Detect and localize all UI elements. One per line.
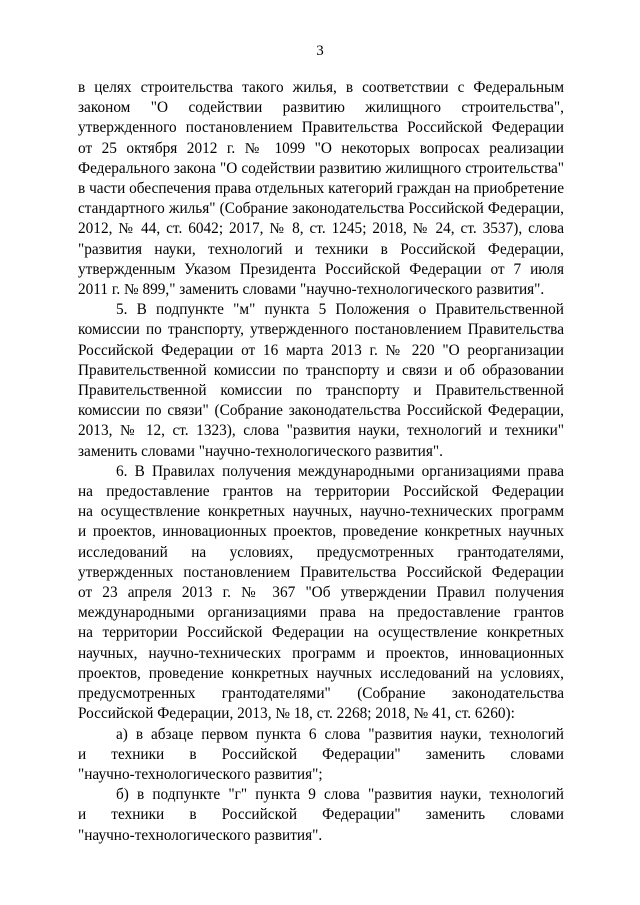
page-number: 3 bbox=[316, 43, 324, 59]
text-line: от 25 октября 2012 г. № 1099 "О некоторых вопросах реализации bbox=[78, 139, 564, 157]
text-line: на территории Российской Федерации на осуществление конкретных bbox=[78, 624, 564, 642]
text-line: Российской Федерации, 2013, № 18, ст. 2268; 2018, № 41, ст. 6260): bbox=[78, 705, 515, 723]
text-line: утвержденного постановлением Правительства Российской Федерации bbox=[78, 119, 564, 137]
text-line: утвержденных постановлением Правительства Российской Федерации bbox=[78, 563, 564, 581]
text-line: 2013, № 12, ст. 1323), слова "развития науки, технологий и техники" bbox=[78, 422, 564, 440]
text-line: законом "О содействии развитию жилищного строительства", bbox=[78, 99, 564, 117]
text-line: 6. В Правилах получения международными организациями права bbox=[116, 462, 564, 480]
text-line: и техники в Российской Федерации" заменить словами bbox=[78, 745, 564, 763]
text-line: 2011 г. № 899," заменить словами "научно-технологического развития". bbox=[78, 281, 545, 299]
paragraph-continuation bbox=[78, 78, 564, 300]
text-line: Правительственной комиссии по транспорту и связи и об образовании bbox=[78, 361, 564, 379]
paragraph-item-5 bbox=[78, 300, 564, 462]
text-line: "научно-технологического развития"; bbox=[78, 765, 323, 783]
text-line: комиссии по транспорту, утвержденного постановлением Правительства bbox=[78, 321, 564, 339]
text-line: Правительственной комиссии по транспорту и Правительственной bbox=[78, 382, 564, 400]
text-line: 5. В подпункте "м" пункта 5 Положения о Правительственной bbox=[116, 301, 564, 319]
text-line: заменить словами "научно-технологического развития". bbox=[78, 442, 443, 460]
text-line: комиссии по связи" (Собрание законодательства Российской Федерации, bbox=[78, 402, 564, 420]
text-line: предусмотренных грантодателями" (Собрание законодательства bbox=[78, 685, 564, 703]
text-line: на осуществление конкретных научных, научно-технических программ bbox=[78, 503, 564, 521]
text-line: "научно-технологического развития". bbox=[78, 826, 323, 844]
text-line: а) в абзаце первом пункта 6 слова "развития науки, технологий bbox=[116, 725, 564, 743]
text-line: от 23 апреля 2013 г. № 367 "Об утверждении Правил получения bbox=[78, 584, 564, 602]
text-line: и техники в Российской Федерации" заменить словами bbox=[78, 806, 564, 824]
text-line: Российской Федерации от 16 марта 2013 г. № 220 "О реорганизации bbox=[78, 341, 564, 359]
text-line: Федерального закона "О содействии развитию жилищного строительства" bbox=[78, 159, 564, 177]
text-line: исследований на условиях, предусмотренных грантодателями, bbox=[78, 543, 564, 561]
document-body bbox=[78, 78, 564, 846]
subparagraph-b bbox=[78, 785, 564, 846]
text-line: "развития науки, технологий и техники в Российской Федерации, bbox=[78, 240, 564, 258]
text-line: научных, научно-технических программ и проектов, инновационных bbox=[78, 644, 564, 662]
text-line: 2012, № 44, ст. 6042; 2017, № 8, ст. 1245; 2018, № 24, ст. 3537), слова bbox=[78, 220, 564, 238]
text-line: на предоставление грантов на территории Российской Федерации bbox=[78, 483, 564, 501]
subparagraph-a bbox=[78, 725, 564, 786]
text-line: проектов, проведение конкретных научных исследований на условиях, bbox=[78, 664, 564, 682]
text-line: и проектов, инновационных проектов, проведение конкретных научных bbox=[78, 523, 564, 541]
text-line: в части обеспечения права отдельных категорий граждан на приобретение bbox=[78, 180, 564, 198]
text-line: б) в подпункте "г" пункта 9 слова "развития науки, технологий bbox=[116, 786, 564, 804]
text-line: утвержденным Указом Президента Российской Федерации от 7 июля bbox=[78, 260, 564, 278]
text-line: стандартного жилья" (Собрание законодательства Российской Федерации, bbox=[78, 200, 564, 218]
text-line: международными организациями права на предоставление грантов bbox=[78, 604, 564, 622]
paragraph-item-6 bbox=[78, 462, 564, 725]
text-line: в целях строительства такого жилья, в соответствии с Федеральным bbox=[78, 79, 564, 96]
